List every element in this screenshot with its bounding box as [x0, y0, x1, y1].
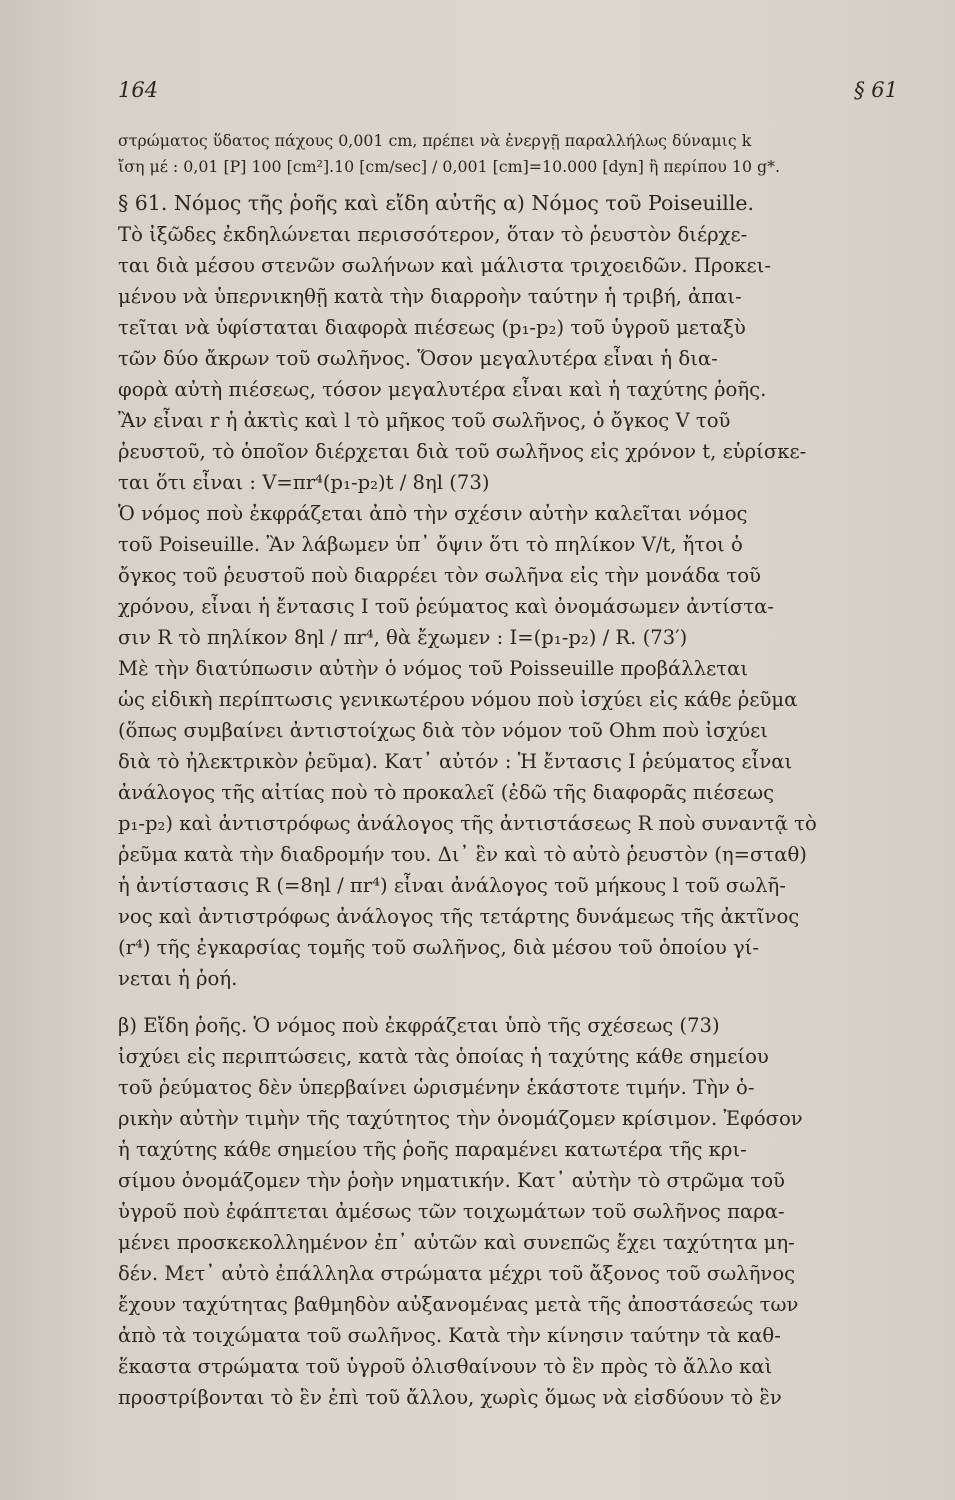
text-line: Ἂν εἶναι r ἡ ἀκτὶς καὶ l τὸ μῆκος τοῦ σωλῆνος, ὁ ὄγκος V τοῦ — [118, 409, 731, 432]
text-line: ρικὴν αὐτὴν τιμὴν τῆς ταχύτητος τὴν ὀνομάζομεν κρίσιμον. Ἐφόσον — [118, 1107, 803, 1130]
text-line: ἔχουν ταχύτητας βαθμηδὸν αὐξανομένας μετὰ τῆς ἀποστάσεώς των — [118, 1293, 799, 1316]
text-line: Τὸ ἰξῶδες ἐκδηλώνεται περισσότερον, ὅταν τὸ ῥευστὸν διέρχε- — [118, 223, 748, 246]
text-line: ἰσχύει εἰς περιπτώσεις, κατὰ τὰς ὁποίας ἡ ταχύτης κάθε σημείου — [118, 1045, 769, 1068]
text-line: ῥευστοῦ, τὸ ὁποῖον διέρχεται διὰ τοῦ σωλῆνος εἰς χρόνον t, εὑρίσκε- — [118, 440, 807, 463]
text-line: φορὰ αὐτὴ πιέσεως, τόσον μεγαλυτέρα εἶναι καὶ ἡ ταχύτης ῥοῆς. — [118, 378, 767, 401]
text-line: μένου νὰ ὑπερνικηθῇ κατὰ τὴν διαρροὴν ταύτην ἡ τριβή, ἀπαι- — [118, 285, 742, 308]
text-line: τοῦ ῥεύματος δὲν ὑπερβαίνει ὡρισμένην ἑκάστοτε τιμήν. Τὴν ὁ- — [118, 1076, 755, 1099]
section-marker: § 61 — [854, 78, 898, 102]
text-line: ται διὰ μέσου στενῶν σωλήνων καὶ μάλιστα τριχοειδῶν. Προκει- — [118, 254, 771, 277]
text-line: μένει προσκεκολλημένον ἐπ᾽ αὐτῶν καὶ συνεπῶς ἔχει ταχύτητα μη- — [118, 1231, 795, 1254]
text-line: τοῦ Poiseuille. Ἂν λάβωμεν ὑπ᾽ ὄψιν ὅτι τὸ πηλίκον V/t, ἤτοι ὁ — [118, 533, 743, 556]
text-line: ἡ ἀντίστασις R (=8ηl / πr⁴) εἶναι ἀνάλογος τοῦ μήκους l τοῦ σωλῆ- — [118, 874, 786, 897]
section-heading: § 61. Νόμος τῆς ῥοῆς καὶ εἴδη αὐτῆς α) Νόμος τοῦ Poiseuille. — [118, 191, 755, 215]
text-line: προστρίβονται τὸ ἓν ἐπὶ τοῦ ἄλλου, χωρὶς ὅμως νὰ εἰσδύουν τὸ ἓν — [118, 1386, 782, 1409]
text-line: p₁-p₂) καὶ ἀντιστρόφως ἀνάλογος τῆς ἀντιστάσεως R ποὺ συναντᾷ τὸ — [118, 812, 817, 835]
text-line: σίμου ὀνομάζομεν τὴν ῥοὴν νηματικήν. Κατ᾽ αὐτὴν τὸ στρῶμα τοῦ — [118, 1169, 785, 1192]
text-line: (ὅπως συμβαίνει ἀντιστοίχως διὰ τὸν νόμον τοῦ Ohm ποὺ ἰσχύει — [118, 719, 768, 742]
equation-line: ται ὅτι εἶναι : V=πr⁴(p₁-p₂)t / 8ηl (73) — [118, 471, 490, 494]
equation-line: σιν R τὸ πηλίκον 8ηl / πr⁴, θὰ ἔχωμεν : I=(p₁-p₂) / R. (73′) — [118, 626, 688, 649]
subsection-line: β) Εἴδη ῥοῆς. Ὁ νόμος ποὺ ἐκφράζεται ὑπὸ τῆς σχέσεως (73) — [118, 1014, 720, 1037]
text-line: χρόνου, εἶναι ἡ ἔντασις I τοῦ ῥεύματος καὶ ὀνομάσωμεν ἀντίστα- — [118, 595, 774, 618]
text-line: ἀπὸ τὰ τοιχώματα τοῦ σωλῆνος. Κατὰ τὴν κίνησιν ταύτην τὰ καθ- — [118, 1324, 781, 1347]
text-line: ὑγροῦ ποὺ ἐφάπτεται ἀμέσως τῶν τοιχωμάτων τοῦ σωλῆνος παρα- — [118, 1200, 785, 1223]
text-line: (r⁴) τῆς ἐγκαρσίας τομῆς τοῦ σωλῆνος, διὰ μέσου τοῦ ὁποίου γί- — [118, 936, 759, 959]
text-line: ἴση μέ : 0,01 [P] 100 [cm²].10 [cm/sec] / 0,001 [cm]=10.000 [dyn] ἢ περίπου 10 g*. — [118, 157, 781, 176]
text-line: Ὁ νόμος ποὺ ἐκφράζεται ἀπὸ τὴν σχέσιν αὐτὴν καλεῖται νόμος — [118, 502, 748, 525]
text-line: Μὲ τὴν διατύπωσιν αὐτὴν ὁ νόμος τοῦ Poisseuille προβάλλεται — [118, 657, 749, 680]
text-line: ὄγκος τοῦ ῥευστοῦ ποὺ διαρρέει τὸν σωλῆνα εἰς τὴν μονάδα τοῦ — [118, 564, 761, 587]
text-line: ὡς εἰδικὴ περίπτωσις γενικωτέρου νόμου ποὺ ἰσχύει εἰς κάθε ῥεῦμα — [118, 688, 798, 711]
text-line: ἀνάλογος τῆς αἰτίας ποὺ τὸ προκαλεῖ (ἐδῶ τῆς διαφορᾶς πιέσεως — [118, 781, 775, 804]
text-line: τεῖται νὰ ὑφίσταται διαφορὰ πιέσεως (p₁-p₂) τοῦ ὑγροῦ μεταξὺ — [118, 316, 746, 339]
text-line: στρώματος ὕδατος πάχους 0,001 cm, πρέπει νὰ ἐνεργῇ παραλλήλως δύναμις k — [118, 131, 752, 150]
text-line: ῥεῦμα κατὰ τὴν διαδρομήν του. Δι᾽ ἓν καὶ τὸ αὐτὸ ῥευστὸν (η=σταθ) — [118, 843, 807, 866]
text-line: νος καὶ ἀντιστρόφως ἀνάλογος τῆς τετάρτης δυνάμεως τῆς ἀκτῖνος — [118, 905, 800, 928]
text-line: νεται ἡ ῥοή. — [118, 967, 238, 990]
text-line: ἕκαστα στρώματα τοῦ ὑγροῦ ὀλισθαίνουν τὸ ἓν πρὸς τὸ ἄλλο καὶ — [118, 1355, 773, 1378]
text-line: τῶν δύο ἄκρων τοῦ σωλῆνος. Ὅσον μεγαλυτέρα εἶναι ἡ δια- — [118, 347, 718, 370]
page-number: 164 — [118, 78, 159, 102]
body-text — [118, 128, 918, 1413]
page-header — [118, 78, 898, 118]
text-line: δέν. Μετ᾽ αὐτὸ ἐπάλληλα στρώματα μέχρι τοῦ ἄξονος τοῦ σωλῆνος — [118, 1262, 796, 1285]
text-line: ἡ ταχύτης κάθε σημείου τῆς ῥοῆς παραμένει κατωτέρα τῆς κρι- — [118, 1138, 747, 1161]
text-line: διὰ τὸ ἠλεκτρικὸν ῥεῦμα). Κατ᾽ αὐτόν : Ἡ ἔντασις I ῥεύματος εἶναι — [118, 750, 793, 773]
